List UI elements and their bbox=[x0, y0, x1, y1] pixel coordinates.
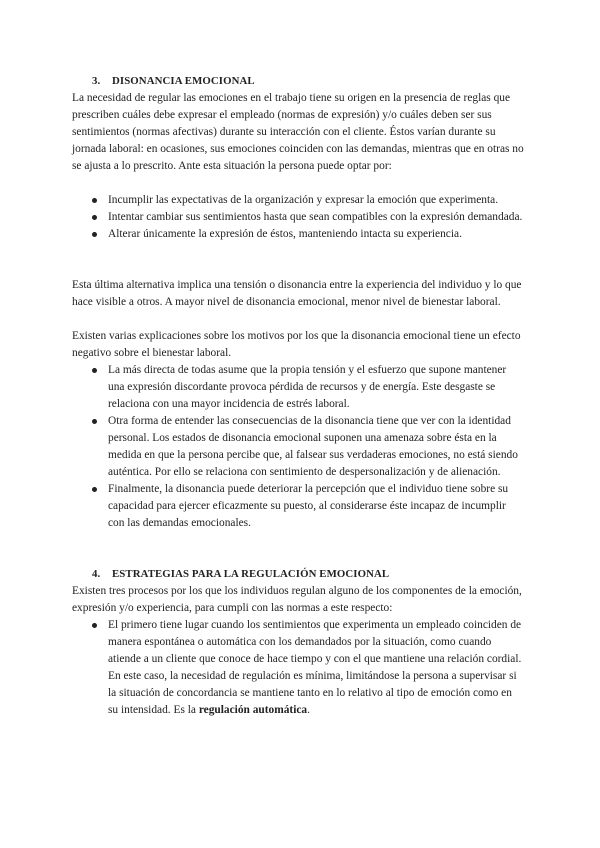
list-item: Incumplir las expectativas de la organización y expresar la emoción que experimenta. bbox=[72, 192, 524, 209]
section-3-title: DISONANCIA EMOCIONAL bbox=[112, 75, 255, 87]
list-item: Otra forma de entender las consecuencias de la disonancia tiene que ver con la identidad personal. Los estados de disonancia emocional suponen una amenaza sobre ésta en la medida en que la persona percibe que, al falsear sus verdaderas emociones, no está siendo auténtica. Por ello se relaciona con sentimiento de despersonalización y de alienación. bbox=[72, 413, 524, 481]
list-item: Intentar cambiar sus sentimientos hasta que sean compatibles con la expresión demandada. bbox=[72, 209, 524, 226]
list-item: Alterar únicamente la expresión de éstos, manteniendo intacta su experiencia. bbox=[72, 226, 524, 243]
list-item bbox=[72, 617, 524, 719]
section-3-number: 3. bbox=[92, 75, 101, 87]
process-1-end: . bbox=[307, 704, 310, 716]
section-4-title: ESTRATEGIAS PARA LA REGULACIÓN EMOCIONAL bbox=[112, 568, 390, 580]
process-1-text: El primero tiene lugar cuando los sentimientos que experimenta un empleado coinciden de manera espontánea o automática con los demandados por la situación, como cuando atiende a un cliente que conoce de hace tiempo y con el que mantiene una relación cordial. En este caso, la necesidad de regulación es mínima, limitándose la persona a supervisar si la situación de concordancia se mantiene tanto en lo relativo al tipo de emoción como en su intensidad. Es la bbox=[108, 619, 522, 716]
section-3-paragraph-3: Existen varias explicaciones sobre los motivos por los que la disonancia emocional tiene un efecto negativo sobre el bienestar laboral. bbox=[72, 330, 521, 359]
section-4-heading bbox=[92, 566, 389, 583]
section-3-heading bbox=[92, 73, 255, 90]
section-3-paragraph-2: Esta última alternativa implica una tensión o disonancia entre la experiencia del individuo y lo que hace visible a otros. A mayor nivel de disonancia emocional, menor nivel de bienestar laboral. bbox=[72, 279, 522, 308]
processes-list bbox=[72, 617, 524, 719]
section-3-intro: La necesidad de regular las emociones en el trabajo tiene su origen en la presencia de reglas que prescriben cuáles debe expresar el empleado (normas de expresión) y/o cuáles deben ser sus sentimientos (normas afectivas) durante su interacción con el cliente. Éstos varían durante su jornada laboral: en ocasiones, sus emociones coinciden con las demandas, mientras que en otras no se ajusta a lo prescrito. Ante esta situación la persona puede optar por: bbox=[72, 92, 524, 172]
options-list bbox=[72, 192, 524, 243]
explanations-list bbox=[72, 362, 524, 532]
section-4-intro: Existen tres procesos por los que los individuos regulan alguno de los componentes de la emoción, expresión y/o experiencia, para cumpli con las normas a este respecto: bbox=[72, 585, 522, 614]
list-item: Finalmente, la disonancia puede deteriorar la percepción que el individuo tiene sobre su capacidad para ejercer eficazmente su puesto, al considerarse éste incapaz de incumplir con las demandas emocionales. bbox=[72, 481, 524, 532]
list-item: La más directa de todas asume que la propia tensión y el esfuerzo que supone mantener una expresión discordante provoca pérdida de recursos y de energía. Este desgaste se relaciona con una mayor incidencia de estrés laboral. bbox=[72, 362, 524, 413]
section-4-number: 4. bbox=[92, 568, 101, 580]
process-1-term: regulación automática bbox=[198, 704, 308, 716]
